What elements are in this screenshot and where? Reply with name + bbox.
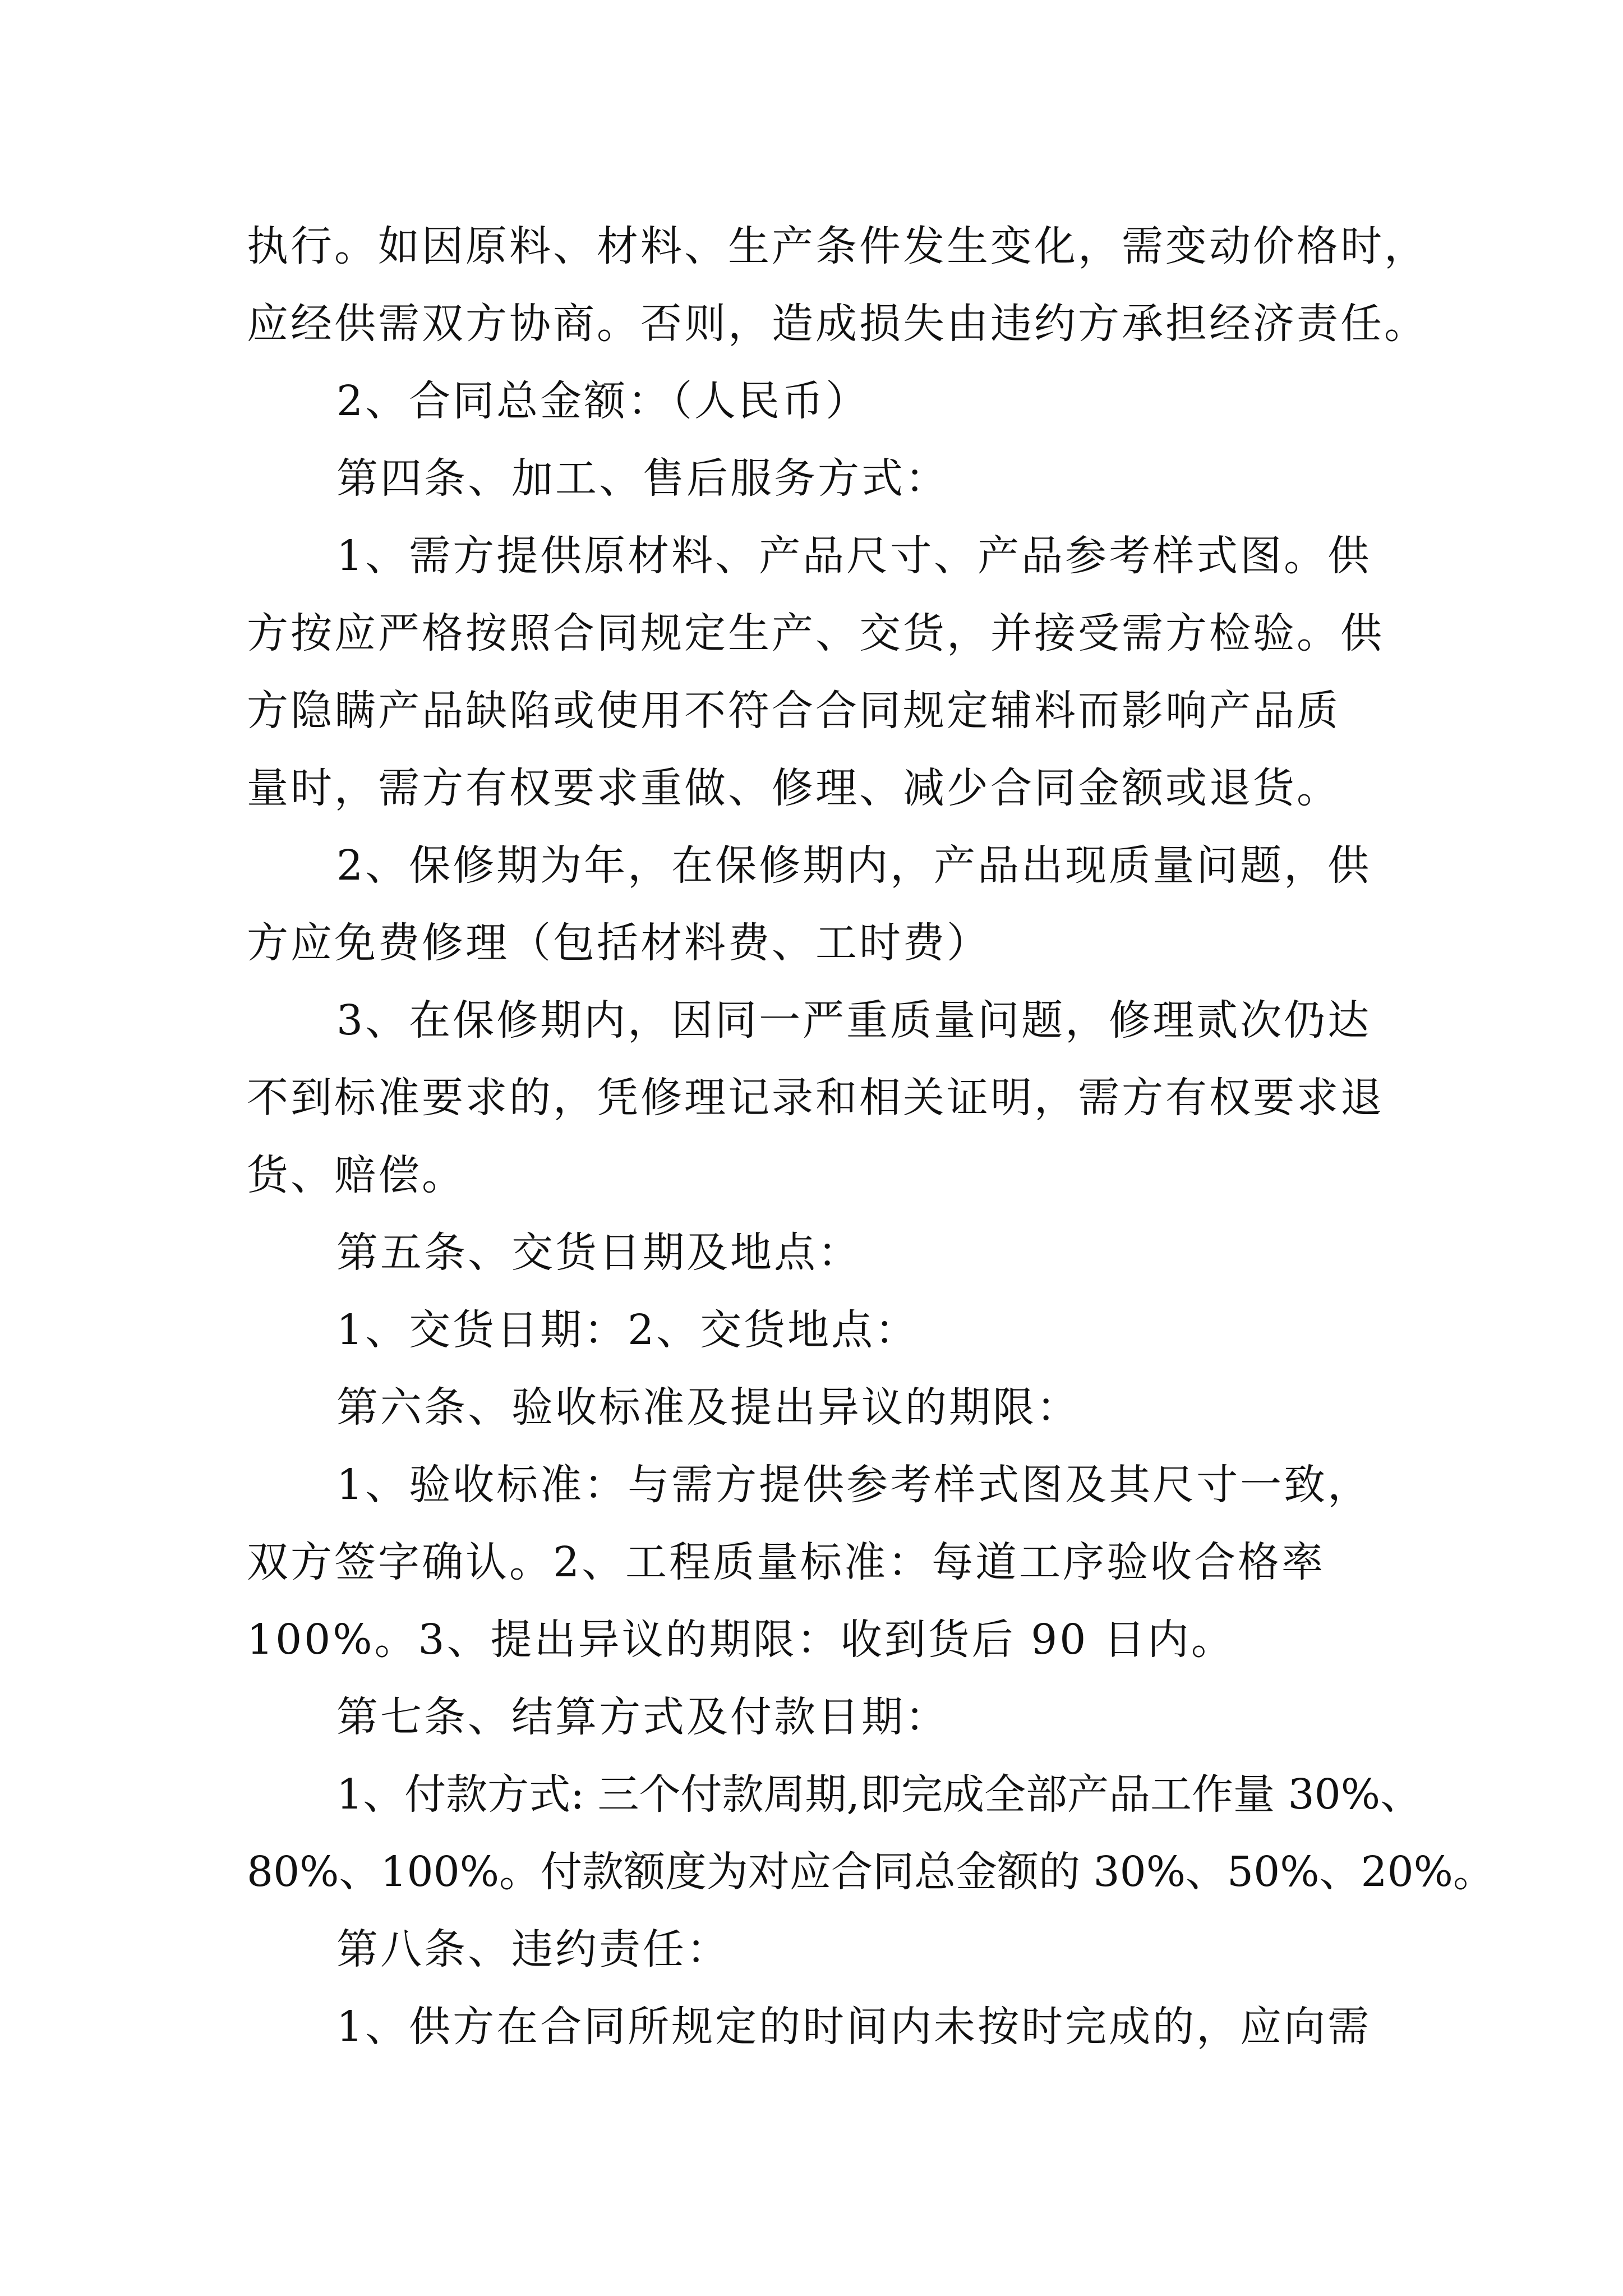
text-line-11: 3、在保修期内，因同一严重质量问题，修理贰次仍达 — [336, 996, 1372, 1045]
text-line-24: 1、供方在合同所规定的时间内未按时完成的，应向需 — [336, 2003, 1372, 2051]
text-line-8: 量时，需方有权要求重做、修理、减少合同金额或退货。 — [247, 764, 1340, 812]
text-line-7: 方隐瞒产品缺陷或使用不符合合同规定辅料而影响产品质 — [247, 687, 1340, 735]
text-line-2: 应经供需双方协商。否则，造成损失由违约方承担经济责任。 — [247, 300, 1428, 348]
text-line-15: 1、交货日期：2、交货地点： — [336, 1306, 919, 1354]
section-heading-article-4: 第四条、加工、售后服务方式： — [336, 454, 949, 503]
text-line-3: 2、合同总金额：（人民币） — [336, 377, 870, 425]
text-line-5: 1、需方提供原材料、产品尺寸、产品参考样式图。供 — [336, 532, 1372, 580]
section-heading-article-5: 第五条、交货日期及地点： — [336, 1228, 861, 1277]
text-line-9: 2、保修期为年，在保修期内，产品出现质量问题，供 — [336, 841, 1372, 890]
text-line-6: 方按应严格按照合同规定生产、交货，并接受需方检验。供 — [247, 609, 1384, 657]
text-line-13: 货、赔偿。 — [247, 1151, 465, 1199]
text-line-1: 执行。如因原料、材料、生产条件发生变化，需变动价格时， — [247, 222, 1428, 270]
text-line-21: 1、付款方式: 三个付款周期,即完成全部产品工作量 30%、 — [336, 1770, 1422, 1819]
text-line-10: 方应免费修理（包括材料费、工时费） — [247, 919, 990, 967]
document-body — [247, 208, 1495, 2065]
text-line-12: 不到标准要求的，凭修理记录和相关证明，需方有权要求退 — [247, 1074, 1384, 1122]
section-heading-article-7: 第七条、结算方式及付款日期： — [336, 1693, 949, 1741]
text-line-19: 100%。3、提出异议的期限：收到货后 90 日内。 — [247, 1616, 1235, 1664]
section-heading-article-8: 第八条、违约责任： — [336, 1925, 730, 1973]
text-line-22: 80%、100%。付款额度为对应合同总金额的 30%、50%、20%。 — [247, 1848, 1495, 1896]
section-heading-article-6: 第六条、验收标准及提出异议的期限： — [336, 1383, 1080, 1432]
text-line-18: 双方签字确认。2、工程质量标准：每道工序验收合格率 — [247, 1538, 1326, 1586]
text-line-17: 1、验收标准：与需方提供参考样式图及其尺寸一致， — [336, 1461, 1372, 1509]
